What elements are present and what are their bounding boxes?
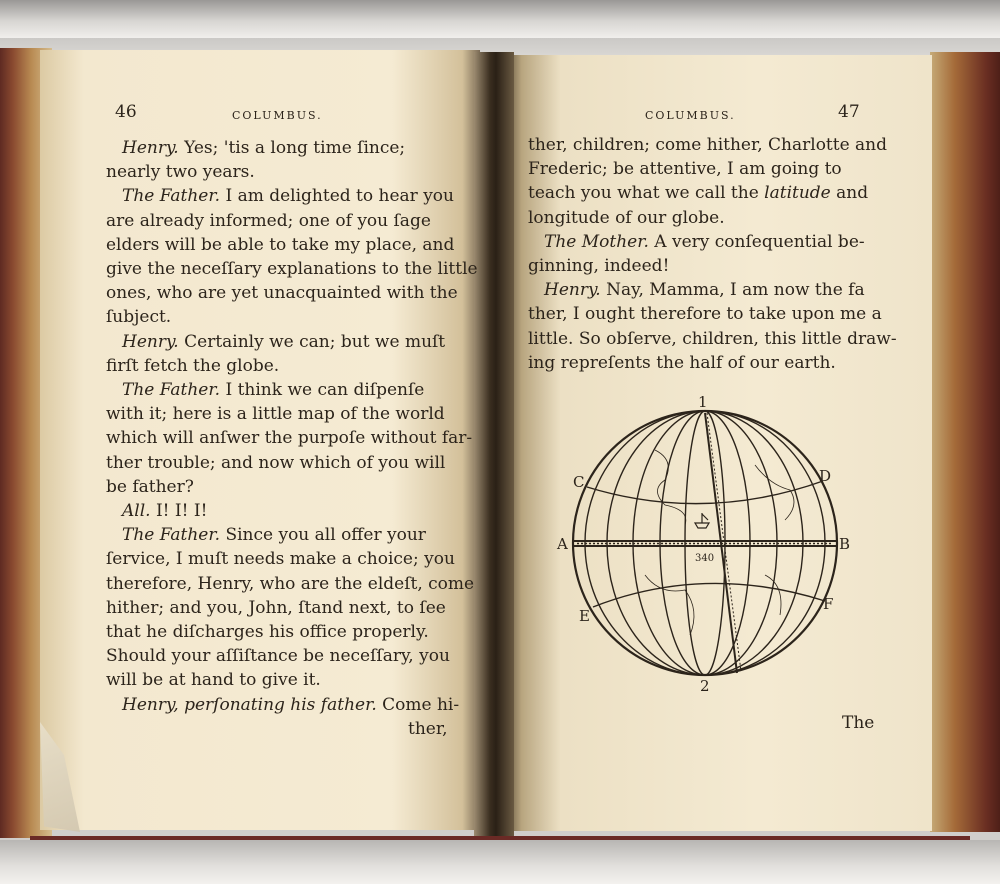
- text-line: [106, 259, 478, 279]
- line-text: hither; and you, John, ſtand next, to ſee: [106, 597, 446, 618]
- speaker-name: Henry.: [122, 331, 179, 352]
- text-line: [122, 332, 445, 352]
- text-line: [106, 356, 279, 376]
- text-line: [106, 453, 445, 473]
- catchword: The: [842, 713, 875, 733]
- text-line: [106, 574, 474, 594]
- text-line: [106, 549, 455, 569]
- text-line: [106, 404, 445, 424]
- line-text: A very conſequential be-: [648, 231, 865, 252]
- line-text: are already informed; one of you ſage: [106, 210, 431, 231]
- line-text: longitude of our globe.: [528, 207, 725, 228]
- text-line: [122, 138, 405, 158]
- text-line: [528, 329, 897, 349]
- line-text: with it; here is a little map of the world: [106, 404, 445, 425]
- text-line: [528, 208, 725, 228]
- line-text: and: [830, 183, 869, 204]
- line-text: Should your aſſiſtance be neceſſary, you: [106, 646, 450, 667]
- line-text: ſubject.: [106, 307, 172, 328]
- line-text: therefore, Henry, who are the eldeſt, come: [106, 573, 475, 594]
- right-page-number: 47: [838, 102, 860, 122]
- line-text: elders will be able to take my place, and: [106, 234, 455, 255]
- line-text: ſervice, I muſt needs make a choice; you: [106, 549, 455, 570]
- text-line: [544, 232, 865, 252]
- globe-label-pole-1: 1: [698, 395, 708, 411]
- line-text: I am delighted to hear you: [220, 186, 454, 207]
- line-text: ing repreſents the half of our earth.: [528, 352, 836, 373]
- line-text: ther,: [408, 718, 448, 739]
- line-text: Come hi-: [376, 694, 460, 715]
- line-text: firſt fetch the globe.: [106, 355, 280, 376]
- line-text: teach you what we call the: [528, 183, 765, 204]
- globe-label-c: C: [573, 473, 585, 491]
- left-running-header: COLUMBUS.: [232, 109, 323, 122]
- book-gutter: [474, 52, 514, 836]
- text-line: [106, 477, 194, 497]
- line-text: Since you all offer your: [220, 525, 426, 546]
- text-line: [106, 235, 454, 255]
- line-text: I think we can diſpenſe: [220, 380, 425, 400]
- globe-label-pole-2: 2: [700, 677, 710, 695]
- globe-illustration: [555, 395, 865, 695]
- speaker-name: Henry.: [122, 138, 179, 158]
- line-text: be father?: [106, 476, 194, 497]
- text-line: [528, 256, 669, 276]
- line-text: will be at hand to give it.: [106, 670, 321, 691]
- text-line: [528, 159, 842, 179]
- line-text: I! I! I!: [150, 501, 208, 521]
- text-line: [122, 380, 424, 400]
- line-text: ther, children; come hither, Charlotte and: [528, 135, 888, 155]
- speaker-name: Henry, perſonating his father.: [122, 694, 377, 715]
- line-text: give the neceſſary explanations to the little: [106, 259, 478, 279]
- text-line: [106, 211, 431, 231]
- line-text: ther, I ought therefore to take upon me a: [528, 304, 882, 325]
- text-line: [106, 307, 171, 327]
- italic-term: latitude: [764, 183, 831, 204]
- book-edge-right: [930, 52, 1000, 832]
- text-line: [106, 598, 446, 618]
- text-line: [528, 183, 868, 203]
- globe-label-d: D: [819, 467, 832, 485]
- plastic-sleeve-top: [0, 0, 1000, 38]
- text-line: [408, 719, 448, 739]
- line-text: ginning, indeed!: [528, 256, 670, 276]
- speaker-name: All.: [122, 501, 151, 521]
- text-line: [106, 162, 255, 182]
- text-line: [106, 670, 321, 690]
- text-line: [122, 525, 426, 545]
- text-line: [106, 622, 429, 642]
- text-line: [528, 135, 887, 155]
- text-line: [544, 280, 865, 300]
- ship-icon: [695, 513, 709, 528]
- speaker-name: Henry.: [544, 280, 601, 301]
- line-text: Nay, Mamma, I am now the fa: [600, 280, 865, 301]
- line-text: little. So obſerve, children, this little draw-: [528, 328, 897, 349]
- globe-label-a: A: [557, 535, 568, 553]
- line-text: Certainly we can; but we muſt: [178, 331, 446, 352]
- plastic-sleeve-bottom: [0, 840, 1000, 884]
- speaker-name: The Father.: [122, 380, 221, 400]
- text-line: [106, 428, 472, 448]
- text-line: [122, 501, 207, 521]
- speaker-name: The Father.: [122, 525, 221, 546]
- line-text: ther trouble; and now which of you will: [106, 452, 446, 473]
- globe-label-b: B: [839, 535, 851, 553]
- text-line: [528, 304, 882, 324]
- line-text: that he diſcharges his office properly.: [106, 622, 429, 642]
- line-text: Frederic; be attentive, I am going to: [528, 159, 842, 180]
- line-text: ones, who are yet unacquainted with the: [106, 283, 458, 304]
- globe-label-f: F: [823, 595, 834, 613]
- text-line: [106, 646, 450, 666]
- line-text: Yes; 'tis a long time ſince;: [178, 138, 406, 158]
- parallel-e-f: [593, 583, 825, 607]
- globe-equator-number: 340: [695, 553, 715, 564]
- globe-label-e: E: [579, 607, 590, 625]
- text-line: [528, 353, 836, 373]
- text-line: [122, 186, 454, 206]
- right-running-header: COLUMBUS.: [645, 109, 736, 122]
- left-page-number: 46: [115, 102, 137, 122]
- line-text: which will anſwer the purpoſe without far-: [106, 428, 473, 449]
- line-text: nearly two years.: [106, 162, 255, 183]
- parallel-c-d: [587, 481, 823, 504]
- coastline: [655, 450, 686, 525]
- text-line: [122, 695, 459, 715]
- speaker-name: The Mother.: [544, 231, 649, 252]
- text-line: [106, 283, 458, 303]
- speaker-name: The Father.: [122, 186, 221, 207]
